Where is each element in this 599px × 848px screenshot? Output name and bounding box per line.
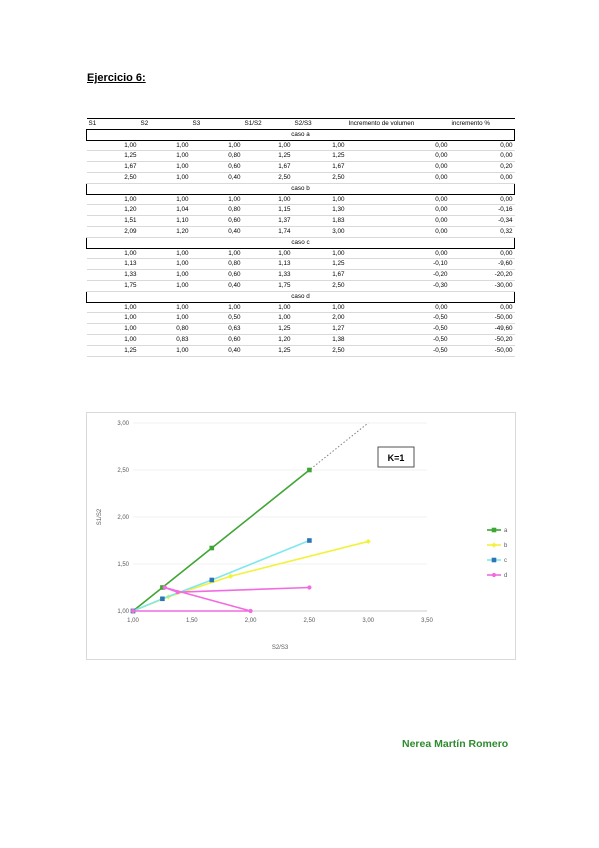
- table-cell: 0,00: [347, 172, 450, 183]
- y-tick-label: 2,00: [117, 515, 129, 521]
- table-cell: 1,00: [87, 302, 139, 313]
- table-cell: -50,20: [450, 334, 515, 345]
- legend-marker-c: [492, 558, 497, 563]
- table-row: [87, 324, 515, 335]
- y-axis-label: S1/S2: [97, 508, 103, 526]
- series-line-c: [133, 541, 309, 612]
- table-cell: 0,00: [347, 151, 450, 162]
- table-row: [87, 280, 515, 291]
- table-cell: -30,00: [450, 280, 515, 291]
- series-point-c: [209, 578, 214, 583]
- table-cell: 1,25: [243, 324, 293, 335]
- legend-marker-a: [492, 528, 497, 533]
- table-cell: 1,10: [139, 216, 191, 227]
- table-cell: 1,00: [191, 194, 243, 205]
- table-cell: 1,00: [87, 334, 139, 345]
- series-point-c: [307, 538, 312, 543]
- series-point-d: [176, 590, 180, 594]
- table-cell: 1,00: [139, 248, 191, 259]
- table-cell: 1,38: [293, 334, 347, 345]
- table-cell: 0,00: [450, 194, 515, 205]
- table-cell: 1,00: [293, 248, 347, 259]
- table-cell: 3,00: [293, 226, 347, 237]
- table-cell: 1,25: [243, 345, 293, 356]
- annotation-label: K=1: [387, 453, 405, 463]
- table-cell: 0,20: [450, 162, 515, 173]
- table-cell: 0,80: [191, 151, 243, 162]
- column-header: incremento %: [451, 120, 490, 127]
- column-header: Incremento de volumen: [348, 120, 415, 127]
- table-cell: 1,30: [293, 205, 347, 216]
- table-cell: 1,83: [293, 216, 347, 227]
- table-body: [87, 129, 515, 356]
- table-row: [87, 205, 515, 216]
- table-cell: 0,60: [191, 216, 243, 227]
- table-cell: 1,00: [293, 302, 347, 313]
- table-cell: 0,00: [347, 205, 450, 216]
- table-cell: 1,00: [87, 313, 139, 324]
- table-cell: 1,00: [139, 313, 191, 324]
- table-cell: 1,00: [191, 248, 243, 259]
- table-cell: 1,20: [243, 334, 293, 345]
- table-cell: -0,50: [347, 334, 450, 345]
- table-cell: -0,50: [347, 324, 450, 335]
- table-cell: 2,09: [87, 226, 139, 237]
- series-point-d: [131, 609, 135, 613]
- table-cell: 0,50: [191, 313, 243, 324]
- table-row: [87, 248, 515, 259]
- table-cell: 0,00: [347, 302, 450, 313]
- table-cell: 1,25: [243, 151, 293, 162]
- table-cell: 1,00: [243, 302, 293, 313]
- table-cell: -0,50: [347, 313, 450, 324]
- table-cell: -0,30: [347, 280, 450, 291]
- table-cell: 1,25: [87, 345, 139, 356]
- table-cell: 1,00: [293, 194, 347, 205]
- case-label: caso b: [87, 183, 515, 194]
- table-cell: 2,00: [293, 313, 347, 324]
- table-row: [87, 151, 515, 162]
- table-cell: 0,00: [450, 302, 515, 313]
- table-row: [87, 226, 515, 237]
- table-cell: 1,13: [243, 259, 293, 270]
- table-cell: -0,16: [450, 205, 515, 216]
- table-cell: -0,20: [347, 270, 450, 281]
- table-row: [87, 194, 515, 205]
- table-cell: 1,37: [243, 216, 293, 227]
- table-cell: 1,25: [293, 151, 347, 162]
- table-cell: 1,00: [293, 140, 347, 151]
- table-cell: 1,20: [139, 226, 191, 237]
- table-cell: -9,60: [450, 259, 515, 270]
- table-cell: 0,00: [347, 194, 450, 205]
- table-cell: 1,00: [191, 302, 243, 313]
- table-cell: 1,00: [139, 270, 191, 281]
- x-axis-label: S2/S3: [271, 645, 289, 651]
- x-tick-label: 1,50: [185, 618, 198, 624]
- table-cell: 1,00: [139, 172, 191, 183]
- x-tick-label: 1,00: [127, 618, 139, 624]
- table-cell: 0,60: [191, 270, 243, 281]
- table-row: [87, 216, 515, 227]
- table-cell: 1,00: [87, 194, 139, 205]
- table-row: [87, 140, 515, 151]
- table-cell: 0,00: [450, 151, 515, 162]
- series-line-b: [133, 541, 368, 611]
- page-heading: Ejercicio 6:: [87, 72, 146, 84]
- y-tick-label: 1,00: [117, 609, 129, 615]
- legend-label-d: d: [504, 573, 508, 579]
- legend-label-b: b: [504, 543, 508, 549]
- table-cell: 0,00: [450, 248, 515, 259]
- table-cell: -20,20: [450, 270, 515, 281]
- series-point-a: [209, 546, 214, 551]
- legend-label-c: c: [504, 558, 507, 564]
- column-header: S1/S2: [244, 120, 262, 127]
- table-cell: 1,00: [243, 313, 293, 324]
- table-cell: 0,63: [191, 324, 243, 335]
- table-cell: 1,25: [293, 259, 347, 270]
- series-point-d: [249, 609, 253, 613]
- table-cell: 2,50: [243, 172, 293, 183]
- table-cell: 1,67: [293, 270, 347, 281]
- table-row: [87, 345, 515, 356]
- table-row: [87, 334, 515, 345]
- table-cell: 1,00: [139, 194, 191, 205]
- table-cell: 1,13: [87, 259, 139, 270]
- table-cell: 1,00: [87, 324, 139, 335]
- table-cell: 0,00: [347, 140, 450, 151]
- series-point-d: [163, 585, 167, 589]
- table-cell: -0,50: [347, 345, 450, 356]
- y-tick-label: 2,50: [117, 468, 129, 474]
- table-cell: 0,00: [347, 226, 450, 237]
- series-point-c: [160, 596, 165, 601]
- column-header: S3: [192, 120, 201, 127]
- table-cell: -0,34: [450, 216, 515, 227]
- results-table: [86, 118, 515, 357]
- table-cell: 1,15: [243, 205, 293, 216]
- table-row: [87, 313, 515, 324]
- series-point-d: [307, 585, 311, 589]
- series-point-b: [228, 574, 233, 579]
- table-cell: 2,50: [293, 172, 347, 183]
- table-cell: 1,67: [243, 162, 293, 173]
- table-cell: 1,04: [139, 205, 191, 216]
- case-header-row: [87, 183, 515, 194]
- table-cell: 1,00: [139, 140, 191, 151]
- table-cell: 2,50: [293, 280, 347, 291]
- table-cell: 1,33: [243, 270, 293, 281]
- case-header-row: [87, 237, 515, 248]
- chart-container: [86, 412, 516, 660]
- table-cell: 1,00: [243, 248, 293, 259]
- case-label: caso c: [87, 237, 515, 248]
- case-header-row: [87, 291, 515, 302]
- table-cell: 1,25: [87, 151, 139, 162]
- table-cell: 1,33: [87, 270, 139, 281]
- table-cell: 0,40: [191, 345, 243, 356]
- legend-marker-d: [492, 573, 496, 577]
- table-cell: 1,00: [139, 280, 191, 291]
- case-header-row: [87, 129, 515, 140]
- series-point-a: [307, 468, 312, 473]
- column-header: S2/S3: [294, 120, 312, 127]
- table-cell: 1,67: [87, 162, 139, 173]
- table-cell: 0,40: [191, 280, 243, 291]
- table-cell: 0,32: [450, 226, 515, 237]
- table-cell: 0,00: [450, 140, 515, 151]
- case-label: caso d: [87, 291, 515, 302]
- table-cell: 0,00: [347, 162, 450, 173]
- table-cell: 1,00: [139, 162, 191, 173]
- table-row: [87, 270, 515, 281]
- author-signature: Nerea Martín Romero: [402, 738, 509, 750]
- table-cell: 0,60: [191, 334, 243, 345]
- table-row: [87, 302, 515, 313]
- table-cell: -50,00: [450, 313, 515, 324]
- table-cell: 1,20: [87, 205, 139, 216]
- table-row: [87, 162, 515, 173]
- case-label: caso a: [87, 129, 515, 140]
- table-cell: 0,83: [139, 334, 191, 345]
- table-cell: 0,80: [191, 205, 243, 216]
- table-cell: 1,00: [87, 248, 139, 259]
- table-cell: 1,51: [87, 216, 139, 227]
- chart: [87, 413, 515, 659]
- table-cell: 2,50: [87, 172, 139, 183]
- x-tick-label: 2,50: [303, 618, 316, 624]
- table-cell: 1,75: [243, 280, 293, 291]
- x-tick-label: 3,50: [421, 618, 433, 624]
- table-cell: 0,00: [347, 248, 450, 259]
- y-tick-label: 1,50: [117, 562, 129, 568]
- table-row: [87, 259, 515, 270]
- column-header: S1: [88, 120, 97, 127]
- table-cell: 1,00: [87, 140, 139, 151]
- legend-label-a: a: [504, 528, 508, 534]
- table-cell: 1,00: [191, 140, 243, 151]
- legend-marker-b: [491, 542, 496, 547]
- table-cell: 1,67: [293, 162, 347, 173]
- table-cell: 0,00: [450, 172, 515, 183]
- table-cell: 1,00: [243, 140, 293, 151]
- table-cell: 1,00: [139, 345, 191, 356]
- series-point-b: [366, 539, 371, 544]
- table-cell: 2,50: [293, 345, 347, 356]
- table-cell: -50,00: [450, 345, 515, 356]
- table-cell: 0,40: [191, 172, 243, 183]
- table-cell: 0,60: [191, 162, 243, 173]
- table-header-row: [87, 119, 515, 130]
- x-tick-label: 2,00: [244, 618, 257, 624]
- table-cell: 0,80: [139, 324, 191, 335]
- table-cell: 1,75: [87, 280, 139, 291]
- table-cell: 1,27: [293, 324, 347, 335]
- x-tick-label: 3,00: [362, 618, 375, 624]
- table-cell: 1,00: [243, 194, 293, 205]
- column-header: S2: [140, 120, 149, 127]
- table-cell: 1,00: [139, 259, 191, 270]
- table-cell: 0,00: [347, 216, 450, 227]
- y-tick-label: 3,00: [117, 421, 129, 427]
- table-row: [87, 172, 515, 183]
- table-cell: 0,40: [191, 226, 243, 237]
- table-cell: 1,00: [139, 302, 191, 313]
- table-cell: 1,00: [139, 151, 191, 162]
- table-cell: 1,74: [243, 226, 293, 237]
- table-cell: -49,60: [450, 324, 515, 335]
- table-cell: -0,10: [347, 259, 450, 270]
- table-cell: 0,80: [191, 259, 243, 270]
